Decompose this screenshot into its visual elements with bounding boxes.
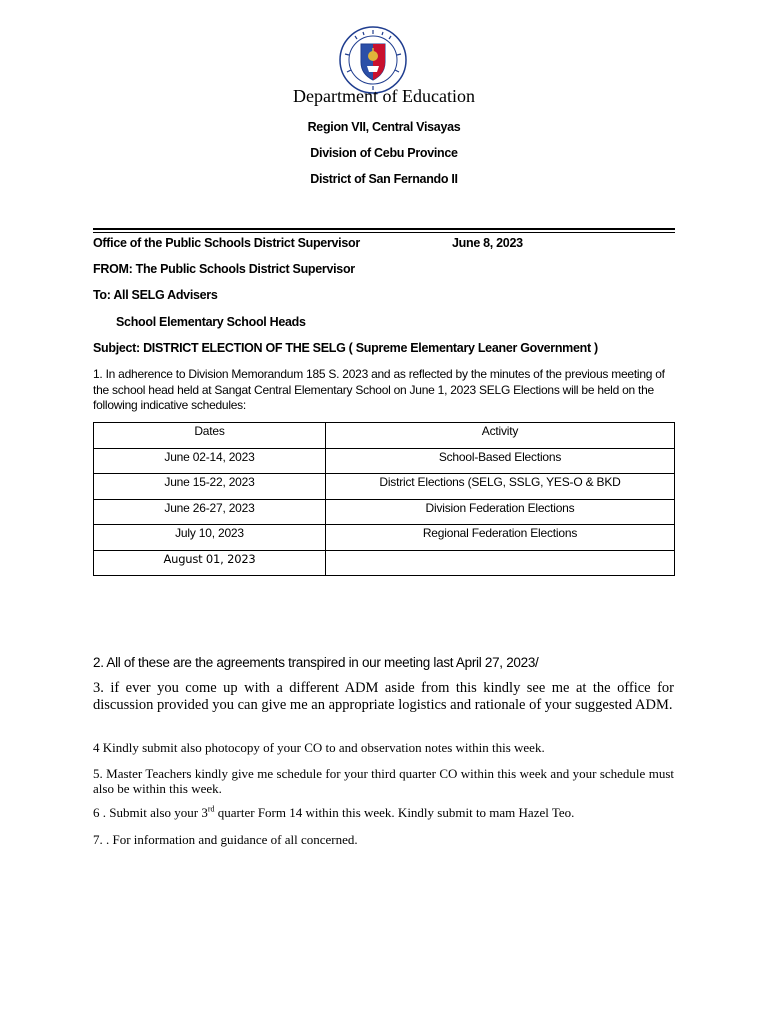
- cell-date: June 15-22, 2023: [94, 474, 326, 500]
- cell-activity: Division Federation Elections: [326, 499, 675, 525]
- department-title: Department of Education: [293, 86, 475, 106]
- division-line: Division of Cebu Province: [310, 146, 458, 160]
- paragraph-2: 2. All of these are the agreements transpired in our meeting last April 27, 2023/: [93, 655, 539, 670]
- table-row: [94, 474, 675, 500]
- cell-activity: Regional Federation Elections: [326, 525, 675, 551]
- memo-to: To: All SELG Advisers: [93, 288, 218, 302]
- region-line: Region VII, Central Visayas: [307, 120, 461, 134]
- cell-date: June 02-14, 2023: [94, 448, 326, 474]
- schedule-table: [93, 422, 675, 576]
- cell-date: June 26-27, 2023: [94, 499, 326, 525]
- table-row: [94, 550, 675, 576]
- ordinal-suffix: rd: [207, 804, 215, 814]
- cell-date: August 01, 2023: [94, 550, 326, 576]
- paragraph-5: 5. Master Teachers kindly give me schedule for your third quarter CO within this week and your schedule must also be within this week.: [93, 766, 674, 796]
- table-header-row: [94, 423, 675, 449]
- district-line: District of San Fernando II: [310, 172, 458, 186]
- column-header-activity: Activity: [326, 423, 675, 449]
- cell-activity: [326, 550, 675, 576]
- paragraph-4: 4 Kindly submit also photocopy of your CO to and observation notes within this week.: [93, 740, 545, 755]
- paragraph-1: 1. In adherence to Division Memorandum 185 S. 2023 and as reflected by the minutes of the previous meeting of the school head held at Sangat Central Elementary School on June 1, 2023 SELG Elections will be held on the following indicative schedules:: [93, 367, 665, 412]
- table-row: [94, 525, 675, 551]
- paragraph-6-text: 6 . Submit also your 3: [93, 805, 208, 820]
- paragraph-6-rest: quarter Form 14 within this week. Kindly submit to mam Hazel Teo.: [214, 805, 575, 820]
- header-rule-thin: [93, 232, 675, 233]
- memo-to-secondary: School Elementary School Heads: [116, 315, 306, 329]
- paragraph-3: 3. if ever you come up with a different ADM aside from this kindly see me at the office for discussion provided you can give me an appropriate logistics and rationale of your suggested ADM.: [93, 680, 674, 713]
- paragraph-6: [93, 805, 674, 820]
- cell-activity: School-Based Elections: [326, 448, 675, 474]
- cell-date: July 10, 2023: [94, 525, 326, 551]
- table-row: [94, 448, 675, 474]
- table-row: [94, 499, 675, 525]
- memo-subject: Subject: DISTRICT ELECTION OF THE SELG ( Supreme Elementary Leaner Government ): [93, 341, 598, 355]
- deped-seal-icon: [339, 26, 407, 94]
- column-header-dates: Dates: [94, 423, 326, 449]
- paragraph-7: 7. . For information and guidance of all concerned.: [93, 832, 358, 847]
- memo-office: Office of the Public Schools District Supervisor: [93, 236, 360, 250]
- memo-date: June 8, 2023: [452, 236, 523, 250]
- header-rule-thick: [93, 228, 675, 230]
- memo-from: FROM: The Public Schools District Supervisor: [93, 262, 355, 276]
- cell-activity: District Elections (SELG, SSLG, YES-O & BKD: [326, 474, 675, 500]
- seal-graphic: [339, 26, 407, 94]
